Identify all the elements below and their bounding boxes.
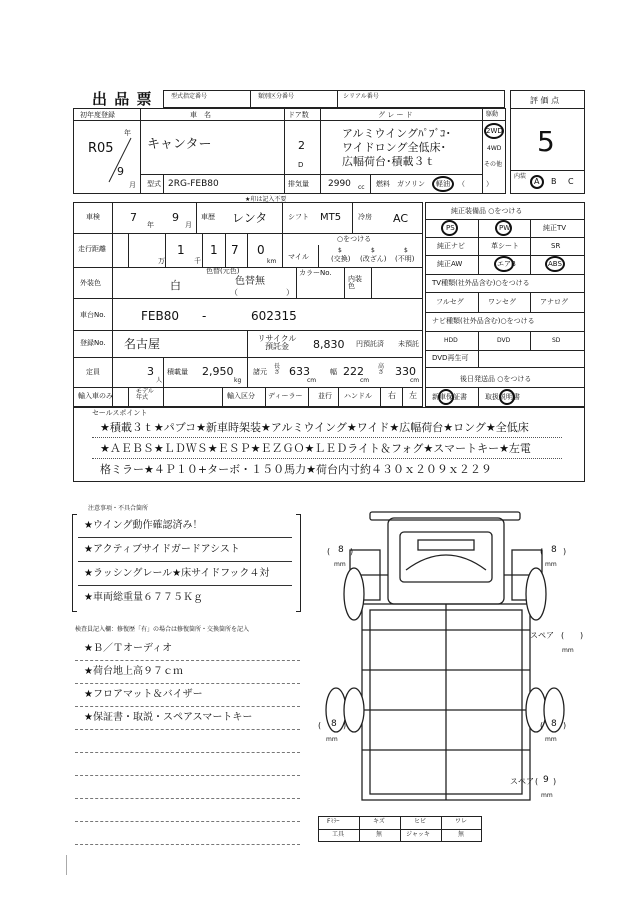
ac-label: 冷房 <box>358 213 372 221</box>
inspection-label: 車検 <box>86 213 100 221</box>
tire-fr-bracket-r: ) <box>563 547 567 556</box>
equip-airbag: エアB <box>497 260 516 268</box>
chassis-label: 車台No. <box>80 311 106 319</box>
reg-no-label: 登録No. <box>80 339 106 347</box>
doors-label: ドア数 <box>288 111 309 119</box>
year-unit: 年 <box>124 129 131 137</box>
tire-fl-bracket-l: ( <box>327 547 331 556</box>
tire-rr-bracket-r: ) <box>563 721 567 730</box>
meter-tamper: (改ざん) <box>360 255 387 263</box>
height-label: 高さ <box>378 363 385 376</box>
grade-label: グ レ ー ド <box>378 111 413 119</box>
color-change: 色替無 <box>235 276 265 287</box>
tire-fl-mm: mm <box>334 561 346 568</box>
tv-analog: アナログ <box>540 298 568 306</box>
equip-abs: ABS <box>548 260 562 268</box>
equip-navi: 純正ナビ <box>437 242 465 250</box>
equip-ps: PS <box>446 224 455 232</box>
parts-header-3: ワレ <box>455 818 468 825</box>
spare1-mm: mm <box>562 647 574 654</box>
displacement-label: 排気量 <box>288 180 309 188</box>
grade-line1: アルミウイングﾊﾟﾌﾞｺ･ <box>342 127 452 140</box>
meter-exchange: (交換) <box>331 255 351 263</box>
grade-line3: 広幅荷台･積載３ｔ <box>342 155 436 168</box>
interior-label: 内装 <box>514 173 527 180</box>
parts-row-1: 無 <box>376 831 383 838</box>
inspector-line3: ★フロアマット＆バイザー <box>84 689 203 700</box>
notes-bracket-right <box>296 514 301 612</box>
sales-line1: ★積載３ｔ★パブコ★新車時架装★アルミウイング★ワイド★広幅荷台★ロング★全低床 <box>100 421 529 434</box>
displacement-value: 2990 <box>328 179 351 189</box>
model-value: 2RG-FEB80 <box>168 179 219 189</box>
equip-sr: SR <box>551 242 561 250</box>
capacity-value: 3 <box>147 365 154 378</box>
recycle-unpaid: 未預託 <box>398 340 419 348</box>
doors-value: 2 <box>298 139 305 152</box>
inspection-month-unit: 月 <box>185 221 192 229</box>
inspection-month: 9 <box>172 211 179 224</box>
interior-a-circle <box>530 175 544 189</box>
spare1-bracket-l: ( <box>561 631 565 640</box>
equip-airbag-circle <box>494 256 514 272</box>
length-unit: cm <box>307 377 317 384</box>
mileage-man: 万 <box>158 257 165 265</box>
meter-bullet2: $ <box>371 247 375 254</box>
notes-line2: ★アクティブサイドガードアシスト <box>84 544 240 555</box>
form-title: 出 品 票 <box>92 90 153 108</box>
parts-header-1: キズ <box>373 818 385 825</box>
chassis-number: 602315 <box>251 309 297 323</box>
fuel-paren: （ ） <box>458 180 493 188</box>
shift-label: シフト <box>288 213 309 221</box>
meter-bullet3: $ <box>404 247 408 254</box>
door-suffix: D <box>298 161 304 169</box>
navi-hdd: HDD <box>444 337 458 344</box>
star-note: ★印は記入不要 <box>245 196 287 203</box>
mileage-digit2: 1 <box>210 243 218 257</box>
model-label: 型式 <box>147 180 161 188</box>
navi-sd: SD <box>552 337 561 344</box>
equip-tv: 純正TV <box>543 224 567 232</box>
mileage-digit1: 1 <box>177 243 185 257</box>
model-reg-label: 型式指定番号 <box>171 93 208 100</box>
dim-label: 諸元 <box>253 368 267 376</box>
length-label: 長さ <box>274 363 281 376</box>
spare1-bracket-r: ) <box>580 631 584 640</box>
tv-type-label: TV種類(社外品含む)○をつける <box>432 279 530 287</box>
mileage-digit4: 0 <box>257 243 265 257</box>
spare2-bracket-l: ( <box>535 777 539 786</box>
inspector-label: 検査員記入欄：修復歴「有」の場合は修復箇所・交換箇所を記入 <box>75 626 250 633</box>
handle-left: 左 <box>409 391 417 400</box>
notes-line4: ★車両総重量６７７５Ｋｇ <box>84 592 203 603</box>
sales-line3: 格ミラー★４Ｐ１０+ターボ・１５０馬力★荷台内寸約４３０ｘ２０９ｘ２２９ <box>100 463 492 476</box>
meter-note: ○をつける <box>337 235 372 243</box>
first-reg-month: 9 <box>117 165 124 178</box>
after-warranty-circle <box>438 389 454 405</box>
fuel-label: 燃料 <box>376 180 390 188</box>
fuel-diesel: 軽油 <box>436 180 450 188</box>
recycle-status: 円預託済 <box>356 340 384 348</box>
shift-value: MT5 <box>320 212 342 223</box>
notes-line1: ★ウイング動作確認済み！ <box>84 520 203 531</box>
meter-bullet1: $ <box>338 247 342 254</box>
model-year-label: モデル年式 <box>136 388 154 401</box>
color-paren: （ ） <box>230 288 294 297</box>
tire-fl-bracket-r: ) <box>350 547 354 556</box>
mileage-digit3: 7 <box>231 243 239 257</box>
after-send-label: 後日発送品 ○をつける <box>460 375 532 383</box>
score-label: 評 価 点 <box>530 96 560 105</box>
sales-points-label: セールスポイント <box>92 409 148 417</box>
inspection-year: 7 <box>130 211 137 224</box>
spare2-value: 9 <box>543 775 549 785</box>
import-type-label: 輸入区分 <box>227 392 255 400</box>
tire-fr-mm: mm <box>545 561 557 568</box>
inspection-year-unit: 年 <box>147 221 154 229</box>
displacement-unit: cc <box>358 184 365 191</box>
tv-fullseg: フルセグ <box>436 298 464 306</box>
equip-abs-circle <box>545 256 565 272</box>
import-label: 輸入車のみ <box>78 392 113 400</box>
after-warranty: 新車保証書 <box>432 393 467 401</box>
spare2-bracket-r: ) <box>553 777 557 786</box>
length-value: 633 <box>289 365 310 378</box>
fuel-gasoline: ガソリン <box>397 180 425 188</box>
tire-fl-value: 8 <box>338 545 344 555</box>
dealer-option: ディーラー <box>268 392 303 400</box>
width-unit: cm <box>360 377 370 384</box>
mileage-sen: 千 <box>194 257 201 265</box>
after-manual-circle <box>499 389 515 405</box>
genuine-equipment-label: 純正装備品 ○をつける <box>451 207 523 215</box>
inspector-line1: ★Ｂ／Ｔオーディオ <box>84 643 173 654</box>
handle-right: 右 <box>388 391 396 400</box>
usage-label: 車歴 <box>201 213 215 221</box>
inspector-line4: ★保証書・取説・スペアスマートキー <box>84 712 253 723</box>
navi-dvd: DVD <box>497 337 511 344</box>
interior-a: A <box>534 177 540 186</box>
equip-pw-circle <box>495 220 512 236</box>
notes-line3: ★ラッシングレール★床サイドフック４対 <box>84 568 270 579</box>
notes-label: 注意事項・不具合箇所 <box>88 505 149 512</box>
parts-row-2: ジャッキ <box>406 831 430 838</box>
header-id-box <box>163 90 505 108</box>
tire-rl-mm: mm <box>326 736 338 743</box>
serial-label: シリアル番号 <box>343 93 379 100</box>
after-manual: 取扱説明書 <box>485 393 520 401</box>
car-name-label: 車 名 <box>190 111 211 119</box>
spare2-mm: mm <box>541 792 553 799</box>
interior-color-label: 内装色 <box>348 275 362 290</box>
drive-2wd-circle <box>484 123 504 139</box>
reg-no-value: 名古屋 <box>124 337 161 351</box>
dvd-play: DVD再生可 <box>432 354 469 362</box>
mileage-km: km <box>267 258 277 265</box>
drive-4wd: 4WD <box>487 145 502 152</box>
ac-value: AC <box>393 212 409 225</box>
month-unit: 月 <box>129 181 136 189</box>
tire-rr-bracket-l: ( <box>540 721 544 730</box>
tire-rl-bracket-l: ( <box>318 721 322 730</box>
parts-row-0: 工具 <box>332 831 345 838</box>
meter-mile: マイル <box>288 253 309 261</box>
first-reg-era: R05 <box>88 141 114 156</box>
meter-unknown: (不明) <box>395 255 415 263</box>
spare2-label: スペア <box>510 777 534 786</box>
mileage-label: 走行距離 <box>78 245 106 253</box>
tire-fr-bracket-l: ( <box>540 547 544 556</box>
navi-type-label: ナビ種類(社外品含む)○をつける <box>432 317 535 325</box>
tire-rl-bracket-r: ) <box>343 721 347 730</box>
chassis-dash: - <box>202 309 207 323</box>
fuel-diesel-circle <box>432 176 454 192</box>
car-name-value: キャンター <box>147 137 212 152</box>
height-value: 330 <box>395 365 416 378</box>
class-no-label: 類別区分番号 <box>258 93 295 100</box>
capacity-unit: 人 <box>156 377 163 384</box>
equip-aw: 純正AW <box>437 260 463 268</box>
tv-oneseg: ワンセグ <box>488 298 516 306</box>
tire-fr-value: 8 <box>551 545 557 555</box>
inspector-line2: ★荷台地上高９７ｃｍ <box>84 666 183 677</box>
width-label: 幅 <box>330 368 337 376</box>
height-unit: cm <box>410 377 420 384</box>
capacity-label: 定員 <box>86 368 100 376</box>
color-label: 外装色 <box>80 279 101 287</box>
parts-row-3: 無 <box>458 831 465 838</box>
sales-line2: ★ＡＥＢＳ★ＬＤＷＳ★ＥＳＰ★ＥＺＧＯ★ＬＥＤライト＆フォグ★スマートキー★左電 <box>100 442 531 455</box>
first-reg-label: 初年度登録 <box>80 111 115 119</box>
interior-c: C <box>568 177 574 186</box>
tire-rr-value: 8 <box>551 719 557 729</box>
drive-label: 駆動 <box>486 111 499 118</box>
color-value: 白 <box>170 279 181 292</box>
load-label: 積載量 <box>167 368 188 376</box>
drive-2wd: 2WD <box>486 127 503 135</box>
load-value: 2,950 <box>202 365 234 378</box>
color-header: 色替(元色) <box>206 267 240 275</box>
load-unit: kg <box>234 377 242 384</box>
tire-rl-value: 8 <box>331 719 337 729</box>
interior-b: B <box>551 177 557 186</box>
equip-leather: 革シート <box>491 242 519 250</box>
drive-other: その他 <box>484 161 503 168</box>
usage-value: レンタ <box>232 211 268 225</box>
score-value: 5 <box>537 125 555 158</box>
chassis-prefix: FEB80 <box>141 309 179 323</box>
parts-header-0: Fﾐﾗｰ <box>327 818 340 825</box>
width-value: 222 <box>343 365 364 378</box>
parts-header-2: ヒビ <box>414 818 427 825</box>
color-no-label: カラーNo. <box>299 269 332 277</box>
grade-line2: ワイドロング全低床･ <box>342 141 446 154</box>
handle-label: ハンドル <box>344 392 372 400</box>
slash-line <box>105 136 135 186</box>
equip-pw: PW <box>499 224 511 232</box>
recycle-label: リサイクル預託金 <box>257 334 297 351</box>
notes-bracket <box>72 514 77 612</box>
tire-rr-mm: mm <box>545 736 557 743</box>
recycle-amount: 8,830 <box>313 338 345 351</box>
equip-ps-circle <box>441 220 458 236</box>
parallel-option: 並行 <box>318 392 332 400</box>
spare1-label: スペア <box>530 631 554 640</box>
